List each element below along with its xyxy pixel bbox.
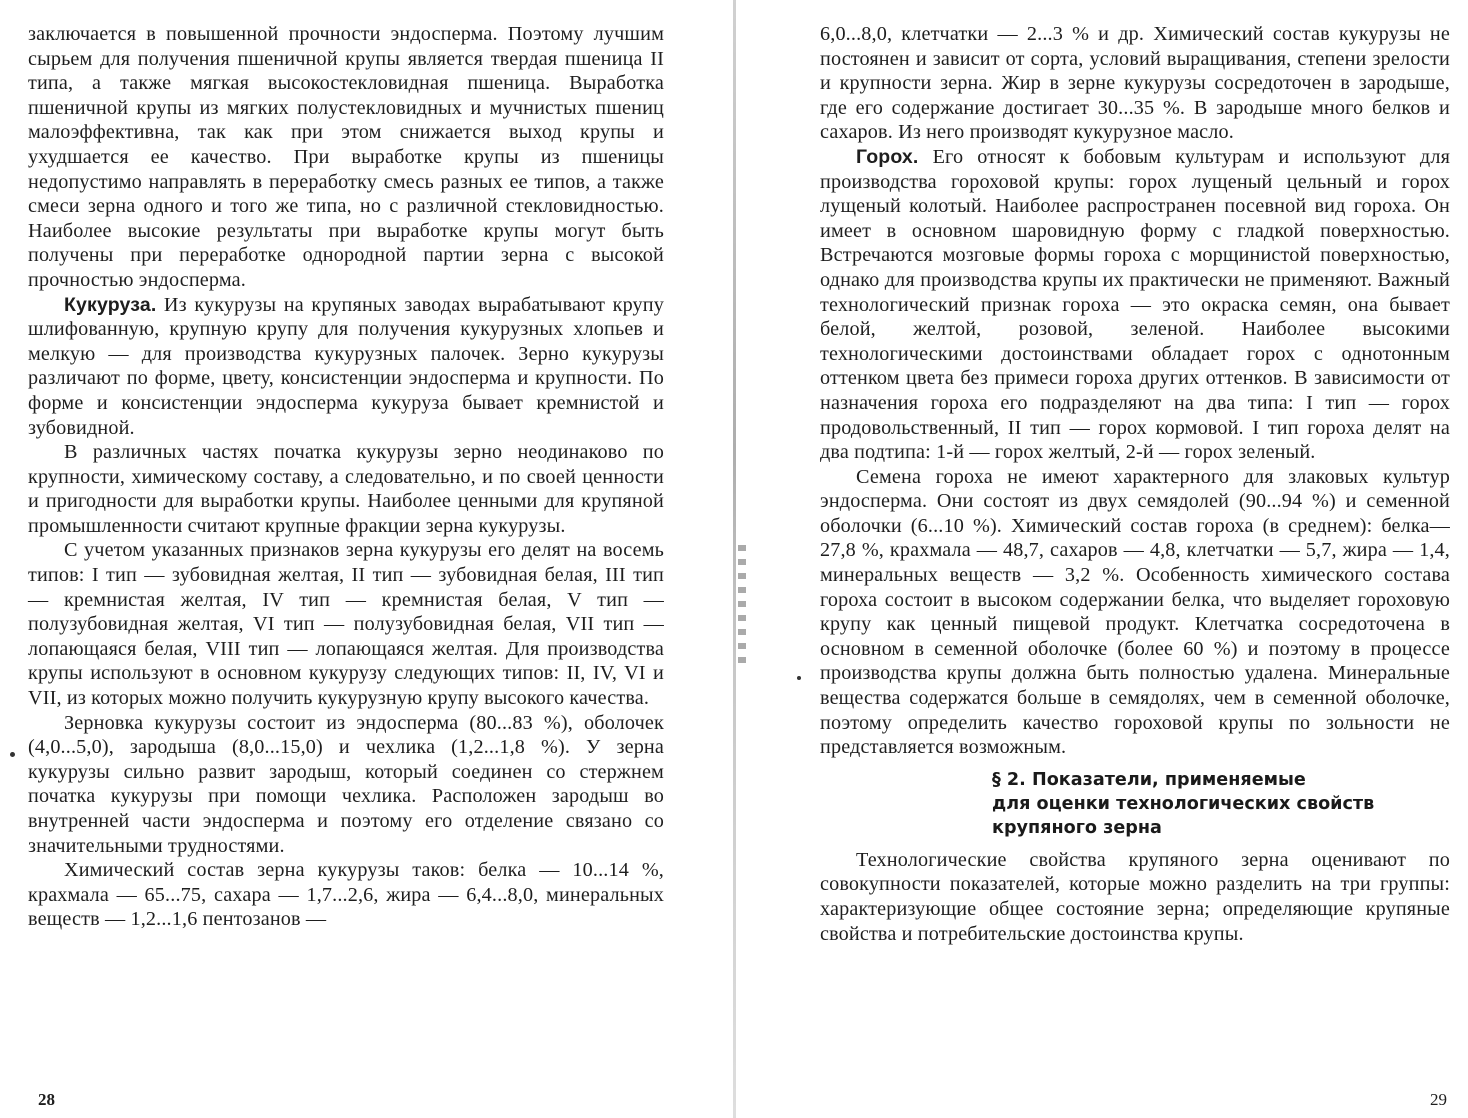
- gutter-scan-artifact: [738, 545, 746, 665]
- paragraph-text: Из кукурузы на крупяных заводах вырабатывают крупу шлифованную, крупную крупу для получения кукурузных хлопьев и мелкую — для производства кукурузных палочек. Зерно кукурузы различают по форме, цвету, консистенции эндосперма и крупности. По форме и консистенции эндосперма кукуруза бывает кремнистой и зубовидной.: [28, 293, 664, 439]
- book-gutter: [733, 0, 736, 1118]
- paragraph: В различных частях початка кукурузы зерно неодинаково по крупности, химическому составу, а следовательно, и по своей ценности и пригодности для выработки крупы. Наиболее ценными для крупяной промышленности считают крупные фракции зерна кукурузы.: [28, 441, 664, 537]
- paragraph: Технологические свойства крупяного зерна оценивают по совокупности показателей, которые можно разделить на три группы: характеризующие общее состояние зерна; определяющие крупяные свойства и потребительские достоинства крупы.: [820, 848, 1450, 945]
- paragraph-text: Его относят к бобовым культурам и используют для производства гороховой крупы: горох лущеный цельный и горох лущеный колотый. Наиболее распространен посевной вид гороха. Он имеет в основном шаровидную форму с гладкой поверхностью. Встречаются мозговые формы гороха с морщинистой поверхностью, однако для производства крупы их практически не применяют. Важный технологический признак гороха — это окраска семян, она бывает белой, желтой, розовой, зеленой. Наиболее высокими технологическими достоинствами обладает горох с однотонным оттенком цвета без примеси гороха других оттенков. В зависимости от назначения гороха его подразделяют на два типа: I тип — горох продовольственный, II тип — горох кормовой. I тип гороха делят на два подтипа: 1-й — горох желтый, 2-й — горох зеленый.: [820, 145, 1450, 464]
- paragraph-lead: Кукуруза.: [64, 293, 157, 316]
- paragraph: [28, 293, 664, 441]
- paragraph: [820, 145, 1450, 465]
- section-heading-line: § 2. Показатели, применяемые: [992, 769, 1306, 790]
- right-page: [820, 22, 1450, 946]
- paragraph-lead: Горох.: [856, 145, 919, 168]
- page-number: 28: [38, 1090, 55, 1109]
- margin-dot: [797, 676, 801, 680]
- margin-dot: [10, 752, 15, 757]
- paragraph: 6,0...8,0, клетчатки — 2...3 % и др. Химический состав кукурузы не постоянен и зависит от сорта, условий выращивания, степени зрелости и крупности зерна. Жир в зерне кукурузы сосредоточен в зародыше, где его содержание достигает 30...35 %. В зародыше много белков и сахаров. Из него производят кукурузное масло.: [820, 23, 1450, 144]
- paragraph: Химический состав зерна кукурузы таков: белка — 10...14 %, крахмала — 65...75, сахара — 1,7...2,6, жира — 6,4...8,0, минеральных веществ — 1,2...1,6 пентозанов —: [28, 859, 664, 931]
- section-heading: [992, 768, 1432, 840]
- section-heading-line: крупяного зерна: [992, 817, 1162, 838]
- paragraph: С учетом указанных признаков зерна кукурузы его делят на восемь типов: I тип — зубовидная желтая, II тип — зубовидная белая, III тип — кремнистая желтая, IV тип — кремнистая белая, V тип — полузубовидная желтая, VI тип — полузубовидная белая, VII тип — лопающаяся белая, VIII тип — лопающаяся желтая. Для производства крупы используют в основном кукурузу следующих типов: II, IV, VI и VII, из которых можно получить кукурузную крупу высокого качества.: [28, 539, 664, 710]
- paragraph: Зерновка кукурузы состоит из эндосперма (80...83 %), оболочек (4,0...5,0), зародыша (8,0...15,0) и чехлика (1,2...1,8 %). У зерна кукурузы сильно развит зародыш, который соединен со стержнем початка кукурузы при помощи чехлика. Расположен зародыш во внутренней части эндосперма и поэтому его отделение связано со значительными трудностями.: [28, 711, 664, 857]
- page-number: 29: [1430, 1090, 1447, 1109]
- left-page: [28, 22, 664, 932]
- paragraph: заключается в повышенной прочности эндосперма. Поэтому лучшим сырьем для получения пшеничной крупы является твердая пшеница II типа, а также мягкая высокостекловидная пшеница. Выработка пшеничной крупы из мягких полустекловидных и мучнистых пшениц малоэффективна, так как при этом снижается выход крупы и ухудшается ее качество. При выработке крупы из пшеницы недопустимо направлять в переработку смесь разных ее типов, а также смеси зерна одного и того же типа, но с различной стекловидностью. Наиболее высокие результаты при выработке крупы могут быть получены при переработке однородной партии зерна с высокой прочностью эндосперма.: [28, 23, 664, 291]
- paragraph: Семена гороха не имеют характерного для злаковых культур эндосперма. Они состоят из двух семядолей (90...94 %) и семенной оболочки (6...10 %). Химический состав гороха (в среднем): белка—27,8 %, крахмала — 48,7, сахаров — 4,8, клетчатки — 5,7, жира — 1,4, минеральных веществ — 3,2 %. Особенность химического состава гороха состоит в высоком содержании белка, что выделяет гороховую крупу как ценный пищевой продукт. Клетчатка сосредоточена в основном в семенной оболочке (более 60 %) и поэтому в процессе производства крупы должна быть полностью удалена. Минеральные вещества содержатся больше в семядолях, чем в семенной оболочке, поэтому определить качество гороховой крупы по зольности не представляется возможным.: [820, 465, 1450, 759]
- section-heading-line: для оценки технологических свойств: [992, 793, 1375, 814]
